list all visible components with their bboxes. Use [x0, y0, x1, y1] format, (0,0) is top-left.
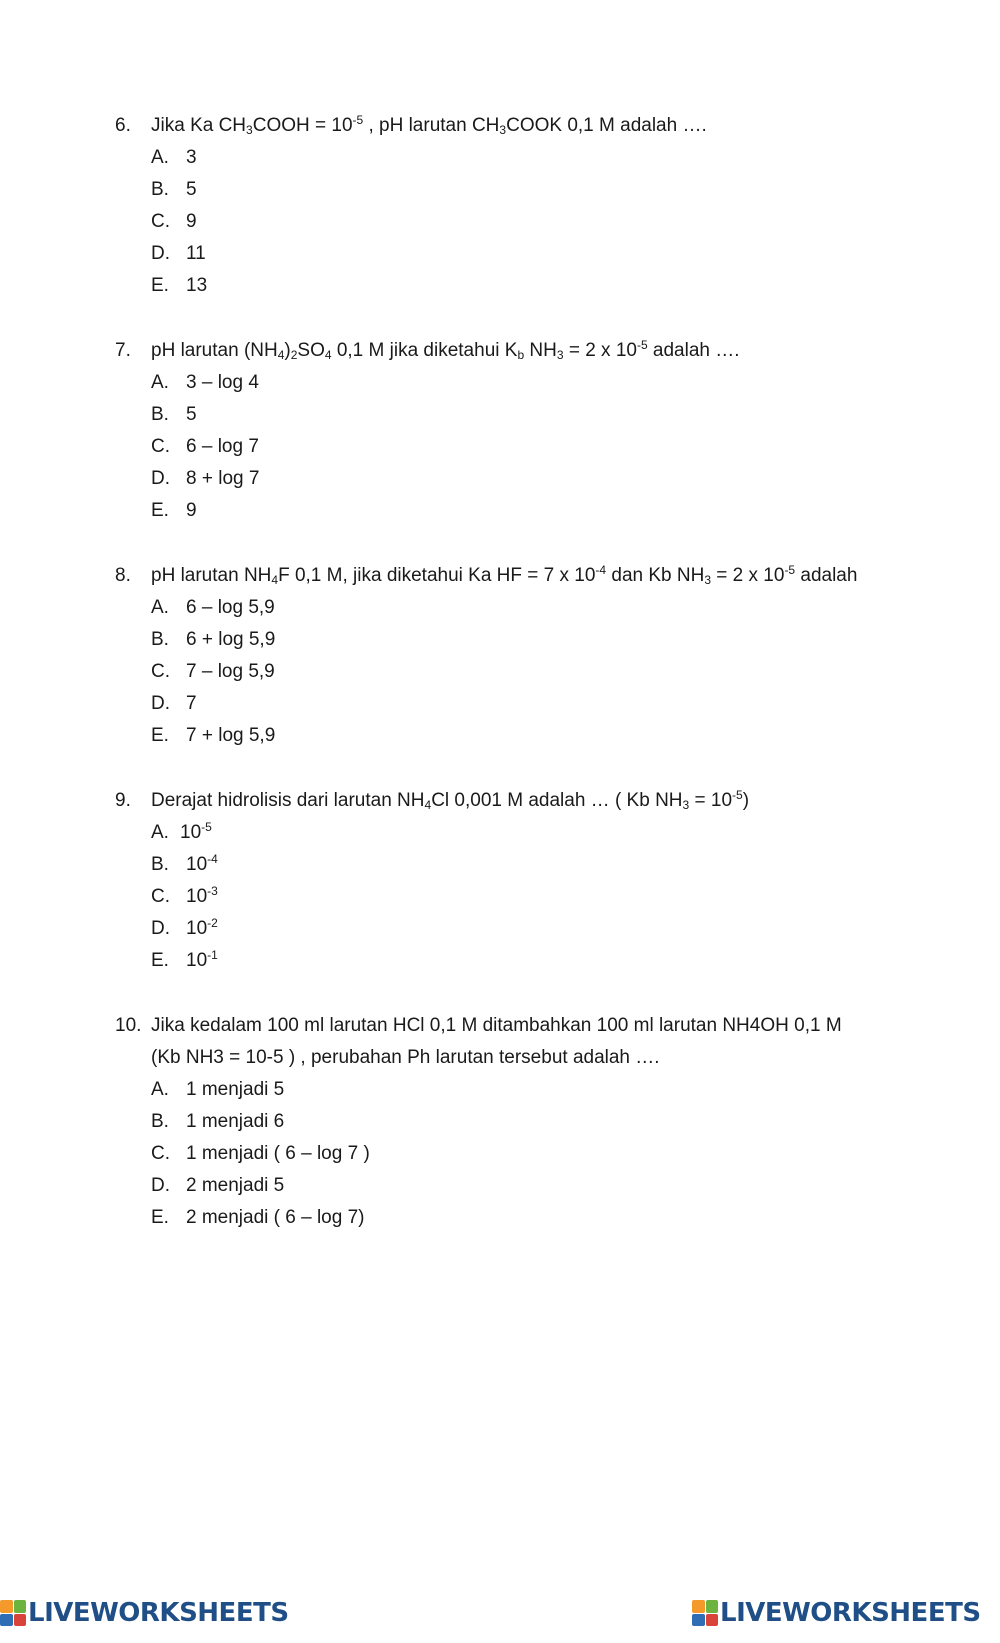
- option-d[interactable]: D. 2 menjadi 5: [151, 1175, 285, 1196]
- question-8-line: [115, 565, 857, 587]
- question-text: Derajat hidrolisis dari larutan $NH_4Cl$ 0,001 M adalah … ( Kb $NH_3 = 10^{-5}$): [151, 788, 750, 812]
- option-d[interactable]: D. 8 + log 7: [151, 468, 260, 489]
- option-a[interactable]: A. 1 menjadi 5: [151, 1079, 285, 1100]
- option-a[interactable]: A. $10^{-5}$: [151, 820, 212, 843]
- question-number: 10.: [115, 1015, 142, 1036]
- option-e[interactable]: E. $10^{-1}$: [151, 948, 218, 971]
- option-b[interactable]: B. 6 + log 5,9: [151, 629, 276, 650]
- logo-text: LIVEWORKSHEETS: [720, 1598, 981, 1628]
- option-c[interactable]: C. 6 – log 7: [151, 436, 259, 457]
- option-e[interactable]: E. 7 + log 5,9: [151, 725, 276, 746]
- liveworksheets-logo-right[interactable]: [692, 1598, 981, 1628]
- option-a[interactable]: A. 3 – log 4: [151, 372, 259, 393]
- option-d[interactable]: D. $10^{-2}$: [151, 916, 218, 939]
- liveworksheets-icon: [0, 1600, 26, 1626]
- option-a[interactable]: A. 3: [151, 147, 197, 168]
- option-d[interactable]: D. 11: [151, 243, 206, 264]
- liveworksheets-logo-left[interactable]: [0, 1598, 289, 1628]
- liveworksheets-icon: [692, 1600, 718, 1626]
- option-c[interactable]: C. $10^{-3}$: [151, 884, 218, 907]
- logo-text: LIVEWORKSHEETS: [28, 1598, 289, 1628]
- question-10-line: [115, 1015, 842, 1037]
- question-6-line: [115, 115, 707, 137]
- option-b[interactable]: B. $10^{-4}$: [151, 852, 218, 875]
- option-d[interactable]: D. 7: [151, 693, 197, 714]
- question-text: Jika kedalam 100 ml larutan HCl 0,1 M ditambahkan 100 ml larutan NH4OH 0,1 M: [151, 1015, 842, 1036]
- question-text: pH larutan $(NH_4)_2SO_4$ 0,1 M jika diketahui $K_b$ $NH_3 = 2$ x $10^{-5}$ adalah ….: [151, 338, 740, 362]
- option-b[interactable]: B. 5: [151, 404, 197, 425]
- option-e[interactable]: E. 9: [151, 500, 197, 521]
- question-text: Jika Ka $CH_3COOH = 10^{-5}$ , pH larutan $CH_3COOK$ 0,1 M adalah ….: [151, 113, 707, 137]
- question-number: 9.: [115, 790, 131, 811]
- option-b[interactable]: B. 1 menjadi 6: [151, 1111, 285, 1132]
- option-a[interactable]: A. 6 – log 5,9: [151, 597, 275, 618]
- option-e[interactable]: E. 2 menjadi ( 6 – log 7): [151, 1207, 365, 1228]
- option-b[interactable]: B. 5: [151, 179, 197, 200]
- option-c[interactable]: C. 7 – log 5,9: [151, 661, 275, 682]
- question-number: 7.: [115, 340, 131, 361]
- option-c[interactable]: C. 9: [151, 211, 197, 232]
- question-text-continued: (Kb NH3 = 10-5 ) , perubahan Ph larutan tersebut adalah ….: [151, 1047, 660, 1068]
- question-text: pH larutan $NH_4F$ 0,1 M, jika diketahui Ka HF = 7 x $10^{-4}$ dan Kb $NH_3 = 2$ x $10^{-5}$ adalah: [151, 563, 858, 587]
- question-9-line: [115, 790, 749, 812]
- question-number: 6.: [115, 115, 131, 136]
- option-c[interactable]: C. 1 menjadi ( 6 – log 7 ): [151, 1143, 370, 1164]
- option-e[interactable]: E. 13: [151, 275, 208, 296]
- question-number: 8.: [115, 565, 131, 586]
- question-7-line: [115, 340, 740, 362]
